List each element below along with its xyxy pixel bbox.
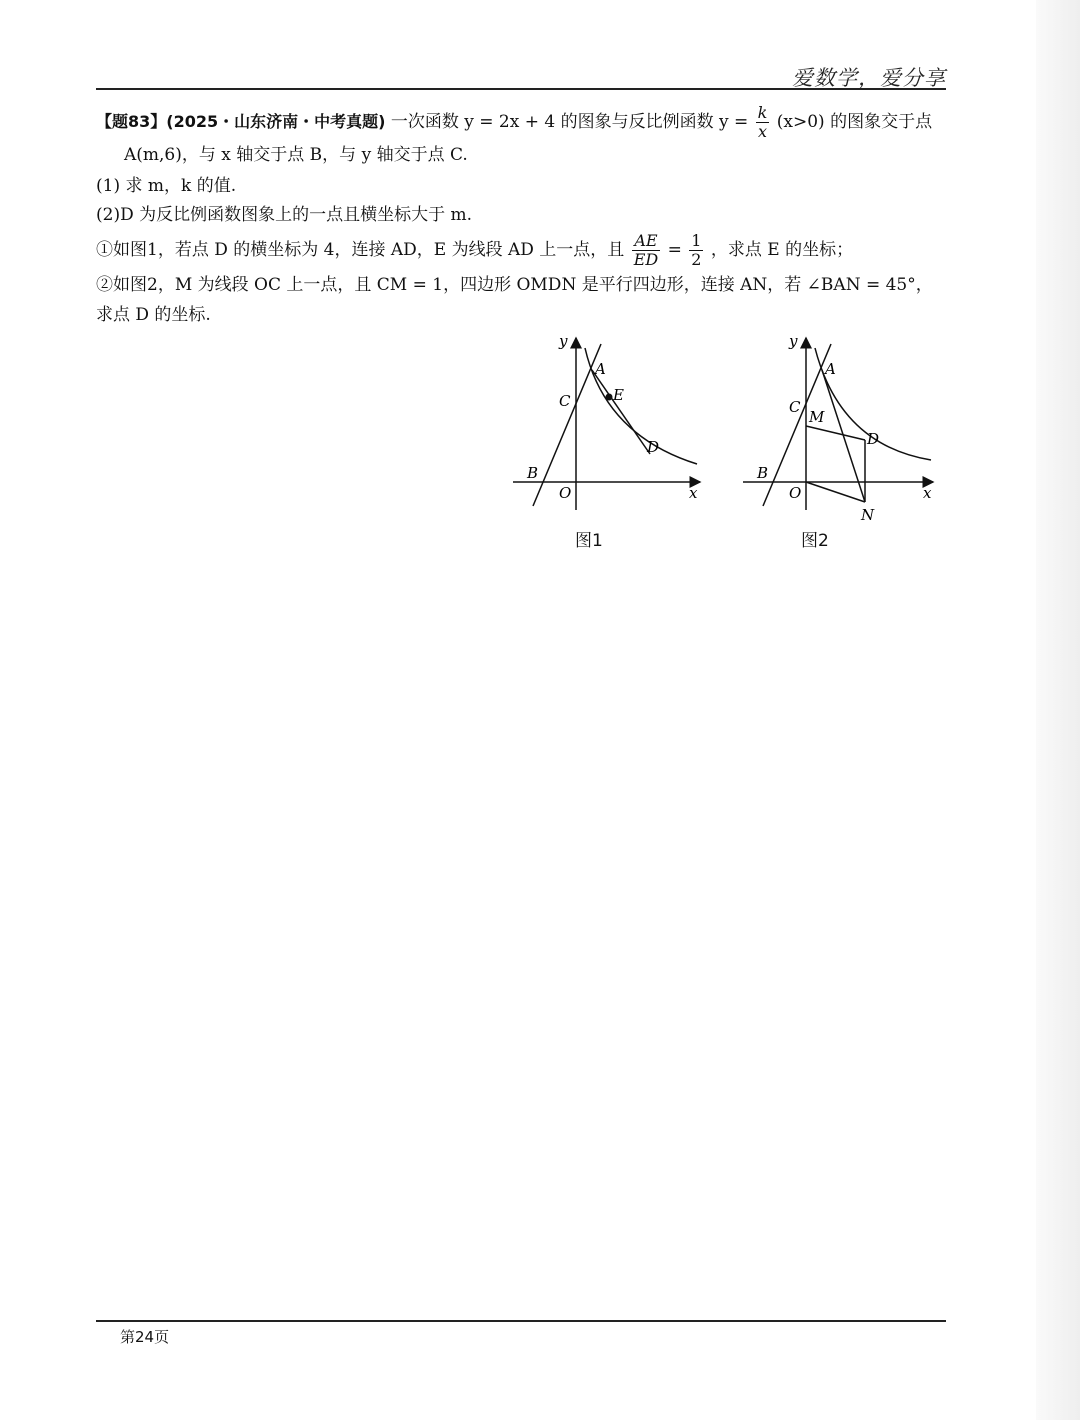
question-2-1 (96, 230, 948, 270)
fig1-label-A: A (595, 360, 606, 378)
header-motto: 爱数学，爱分享 (792, 66, 946, 90)
fig2-label-C: C (789, 398, 801, 416)
fig1-label-x: x (689, 484, 698, 502)
problem-stem-part2: (x>0) 的图象交于点 (776, 112, 933, 132)
figure-2-diagram (735, 330, 970, 530)
fig2-label-x: x (923, 484, 932, 502)
ratio-fraction (632, 232, 661, 269)
fig2-label-y: y (789, 332, 798, 350)
fig2-segment-MD (806, 426, 865, 440)
ratio-fraction-numerator: AE (632, 232, 661, 251)
question-2: (2)D 为反比例函数图象上的一点且横坐标大于 m. (96, 205, 473, 225)
figures-area (505, 330, 945, 560)
fig1-label-C: C (559, 392, 571, 410)
problem-label: 【题83】 (96, 112, 167, 131)
figure-1-caption: 图1 (575, 531, 603, 551)
question-2-2-line1: ②如图2，M 为线段 OC 上一点，且 CM = 1，四边形 OMDN 是平行四边形，连接 AN，若 ∠BAN = 45°， (96, 275, 933, 295)
problem-source: (2025・山东济南・中考真题) (166, 112, 386, 131)
fig1-label-D: D (647, 438, 660, 456)
problem-block (96, 104, 948, 330)
question-1: (1) 求 m，k 的值. (96, 176, 237, 196)
question-2-1-text: ①如图1，若点 D 的横坐标为 4，连接 AD，E 为线段 AD 上一点，且 (96, 240, 625, 260)
question-2-1-tail: ，求点 E 的坐标； (710, 240, 854, 260)
header-rule (96, 88, 946, 90)
fig1-point-E (606, 394, 613, 401)
stem-fraction-numerator: k (757, 103, 768, 122)
problem-stem-part1: 一次函数 y = 2x + 4 的图象与反比例函数 y = (390, 112, 749, 132)
fig2-label-N: N (861, 506, 875, 524)
fig1-label-E: E (613, 386, 624, 404)
fig2-label-D: D (867, 430, 880, 448)
fig1-label-y: y (559, 332, 568, 350)
figure-2-caption: 图2 (801, 531, 829, 551)
fig2-label-O: O (789, 484, 802, 502)
fig2-label-B: B (757, 464, 769, 482)
question-2-2-line2: 求点 D 的坐标. (96, 305, 211, 325)
fig2-label-M: M (809, 408, 825, 426)
fig2-label-A: A (825, 360, 836, 378)
stem-fraction-denominator: x (757, 122, 768, 141)
stem-fraction (756, 104, 770, 141)
half-fraction-numerator: 1 (691, 231, 702, 250)
figure-1-diagram (505, 330, 715, 520)
page-number: 第24页 (120, 1328, 170, 1346)
ratio-fraction-denominator: ED (633, 250, 659, 269)
page-edge-shadow (1036, 0, 1080, 1420)
fig1-label-O: O (559, 484, 572, 502)
fig2-segment-ON (806, 482, 865, 502)
half-fraction (689, 232, 703, 269)
half-fraction-denominator: 2 (691, 250, 702, 269)
problem-line-1 (96, 103, 948, 141)
fig1-segment-AD (592, 370, 650, 454)
problem-line-2: A(m,6)，与 x 轴交于点 B，与 y 轴交于点 C. (124, 145, 468, 165)
footer-rule (96, 1320, 946, 1322)
equals-sign: = (667, 240, 682, 260)
fig1-label-B: B (527, 464, 539, 482)
